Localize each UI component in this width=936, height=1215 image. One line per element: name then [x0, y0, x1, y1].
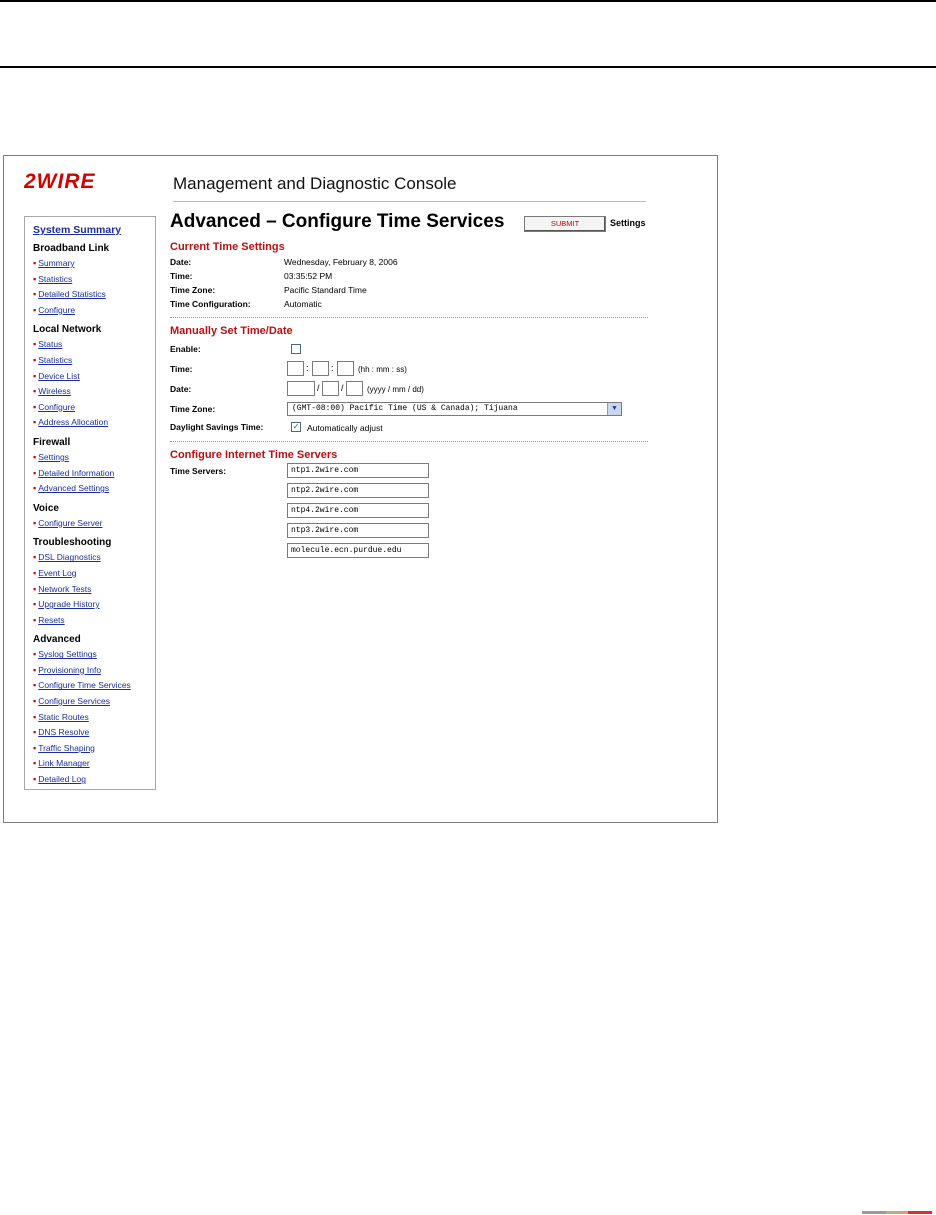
- time-separator: :: [306, 363, 309, 373]
- sidebar-group-title: Advanced: [33, 634, 81, 646]
- bullet-icon: ▪: [33, 711, 37, 722]
- section-divider: [170, 317, 648, 318]
- time-separator: :: [331, 363, 334, 373]
- bullet-icon: ▪: [33, 467, 37, 478]
- header-divider: [173, 201, 646, 202]
- date-separator: /: [317, 383, 320, 393]
- bullet-icon: ▪: [33, 742, 37, 753]
- month-input[interactable]: [322, 381, 339, 396]
- sidebar-item-label[interactable]: Status: [38, 339, 63, 350]
- submit-button[interactable]: SUBMIT: [524, 216, 606, 232]
- manual-date-label: Date:: [170, 384, 192, 394]
- sidebar-item[interactable]: [33, 303, 155, 319]
- sidebar-item[interactable]: [33, 415, 155, 431]
- current-date-value: Wednesday, February 8, 2006: [284, 257, 398, 267]
- sidebar-item-label[interactable]: Configure: [38, 304, 76, 315]
- bullet-icon: ▪: [33, 614, 37, 625]
- sidebar-group-title: Voice: [33, 502, 59, 514]
- sidebar-item[interactable]: [33, 466, 155, 482]
- enable-checkbox[interactable]: [291, 344, 301, 354]
- sidebar-item-label[interactable]: Statistics: [38, 354, 73, 365]
- bullet-icon: ▪: [33, 401, 37, 412]
- sidebar-item[interactable]: [33, 337, 155, 353]
- sidebar-item-label[interactable]: Wireless: [38, 386, 71, 397]
- sidebar-item[interactable]: [33, 597, 155, 613]
- sidebar-item-label[interactable]: Static Routes: [38, 711, 89, 722]
- current-config-value: Automatic: [284, 299, 322, 309]
- bullet-icon: ▪: [33, 567, 37, 578]
- bullet-icon: ▪: [33, 339, 37, 350]
- bullet-icon: ▪: [33, 354, 37, 365]
- sidebar-item-label[interactable]: Network Tests: [38, 583, 92, 594]
- time-server-input-3[interactable]: ntp4.2wire.com: [287, 503, 429, 518]
- sidebar-item-label[interactable]: Upgrade History: [38, 599, 100, 610]
- sidebar-item-label[interactable]: Syslog Settings: [38, 649, 97, 660]
- sidebar-item[interactable]: [33, 756, 155, 772]
- console-title: Management and Diagnostic Console: [173, 174, 457, 193]
- sidebar-item[interactable]: [33, 566, 155, 582]
- sidebar-item-label[interactable]: Link Manager: [38, 758, 90, 769]
- router-console-screenshot: [3, 155, 718, 823]
- bullet-icon: ▪: [33, 258, 37, 268]
- logo-text: 2WIRE: [24, 170, 96, 192]
- sidebar-item[interactable]: [33, 369, 155, 385]
- sidebar-item[interactable]: [33, 353, 155, 369]
- current-zone-label: Time Zone:: [170, 285, 216, 295]
- sidebar-item[interactable]: [33, 384, 155, 400]
- date-format-hint: (yyyy / mm / dd): [367, 385, 424, 394]
- bullet-icon: ▪: [33, 417, 37, 428]
- chevron-down-icon[interactable]: ▼: [607, 403, 621, 415]
- bullet-icon: ▪: [33, 758, 37, 769]
- time-servers-label: Time Servers:: [170, 466, 227, 476]
- sidebar-group-title: Firewall: [33, 436, 71, 448]
- time-format-hint: (hh : mm : ss): [358, 365, 407, 374]
- bullet-icon: ▪: [33, 517, 37, 528]
- 2wire-logo: [24, 170, 120, 197]
- sidebar-item[interactable]: [33, 481, 155, 497]
- current-date-label: Date:: [170, 257, 192, 267]
- sidebar-group-title: Local Network: [33, 324, 102, 336]
- sidebar-nav: [24, 216, 156, 790]
- sidebar-item[interactable]: [33, 516, 155, 532]
- sidebar-item-label[interactable]: Address Allocation: [38, 417, 109, 428]
- section-divider: [170, 441, 648, 442]
- time-server-input-4[interactable]: ntp3.2wire.com: [287, 523, 429, 538]
- year-input[interactable]: [287, 381, 315, 396]
- manual-time-label: Time:: [170, 364, 193, 374]
- top-rule: [0, 0, 936, 2]
- sidebar-item[interactable]: [33, 400, 155, 416]
- bullet-icon: ▪: [33, 370, 37, 381]
- sidebar-group-title: Troubleshooting: [33, 537, 112, 549]
- sidebar-item-label[interactable]: Device List: [38, 370, 80, 381]
- sidebar-item[interactable]: [33, 287, 155, 303]
- time-server-input-2[interactable]: ntp2.2wire.com: [287, 483, 429, 498]
- footer-bar-red: [908, 1211, 932, 1214]
- time-zone-select[interactable]: [287, 402, 622, 416]
- time-server-input-1[interactable]: ntp1.2wire.com: [287, 463, 429, 478]
- bullet-icon: ▪: [33, 483, 37, 494]
- 2wire-logo-icon: [24, 170, 120, 192]
- sidebar-group-title: Broadband Link: [33, 243, 110, 254]
- sidebar-item-label[interactable]: Detailed Log: [38, 774, 86, 785]
- sidebar-item[interactable]: [33, 582, 155, 598]
- current-time-label: Time:: [170, 271, 193, 281]
- sidebar-item[interactable]: [33, 613, 155, 629]
- minute-input[interactable]: [312, 361, 329, 376]
- current-time-value: 03:35:52 PM: [284, 271, 333, 281]
- settings-label: Settings: [610, 218, 646, 228]
- sidebar-item-label[interactable]: Configure Services: [38, 696, 111, 707]
- sidebar-groups: [33, 243, 155, 794]
- enable-label: Enable:: [170, 344, 201, 354]
- sidebar-item-label[interactable]: Detailed Statistics: [38, 289, 106, 300]
- sidebar-item-label[interactable]: Event Log: [38, 567, 77, 578]
- bullet-icon: ▪: [33, 649, 37, 660]
- bullet-icon: ▪: [33, 664, 37, 675]
- bullet-icon: ▪: [33, 386, 37, 397]
- sidebar-item[interactable]: [33, 256, 155, 272]
- dst-checkbox[interactable]: ✓: [292, 422, 300, 431]
- sidebar-item-label[interactable]: DSL Diagnostics: [38, 552, 101, 563]
- bullet-icon: ▪: [33, 696, 37, 707]
- sidebar-item[interactable]: [33, 663, 155, 679]
- time-server-input-5[interactable]: molecule.ecn.purdue.edu: [287, 543, 429, 558]
- sidebar-item[interactable]: [33, 725, 155, 741]
- date-separator: /: [341, 383, 344, 393]
- bullet-icon: ▪: [33, 599, 37, 610]
- sidebar-item[interactable]: [33, 450, 155, 466]
- sidebar-item-label[interactable]: Traffic Shaping: [38, 742, 95, 753]
- time-servers-title: Configure Internet Time Servers: [170, 449, 338, 461]
- sidebar-item-label[interactable]: Settings: [38, 451, 69, 462]
- page-title: Advanced – Configure Time Services: [170, 211, 505, 232]
- bullet-icon: ▪: [33, 583, 37, 594]
- sidebar-item-label[interactable]: Resets: [38, 614, 65, 625]
- sidebar-item-label[interactable]: DNS Resolve: [38, 727, 90, 738]
- bullet-icon: ▪: [33, 680, 37, 691]
- hour-input[interactable]: [287, 361, 304, 376]
- sidebar-item-label[interactable]: Advanced Settings: [38, 483, 110, 494]
- current-settings-title: Current Time Settings: [170, 241, 285, 253]
- bullet-icon: ▪: [33, 727, 37, 738]
- footer-bar-tan: [886, 1211, 908, 1214]
- bullet-icon: ▪: [33, 289, 37, 300]
- current-zone-value: Pacific Standard Time: [284, 285, 367, 295]
- sidebar-item[interactable]: [33, 550, 155, 566]
- bullet-icon: ▪: [33, 552, 37, 563]
- sidebar-item-label[interactable]: Configure Time Services: [38, 680, 131, 691]
- sidebar-item-label[interactable]: Configure: [38, 401, 76, 412]
- second-input[interactable]: [337, 361, 354, 376]
- sidebar-item[interactable]: [33, 710, 155, 726]
- header-rule: [0, 66, 936, 68]
- bullet-icon: ▪: [33, 774, 37, 785]
- bullet-icon: ▪: [33, 451, 37, 462]
- manual-zone-label: Time Zone:: [170, 404, 216, 414]
- sidebar-item-label[interactable]: Configure Server: [38, 517, 103, 528]
- dst-option-label: Automatically adjust: [307, 423, 383, 433]
- dst-label: Daylight Savings Time:: [170, 422, 264, 432]
- current-config-label: Time Configuration:: [170, 299, 251, 309]
- sidebar-item-label[interactable]: Detailed Information: [38, 467, 115, 478]
- sidebar-gap: [33, 788, 155, 794]
- sidebar-item-label[interactable]: Statistics: [38, 273, 73, 284]
- time-zone-selected: (GMT-08:00) Pacific Time (US & Canada); Tijuana: [292, 404, 518, 413]
- sidebar-item-label[interactable]: Summary: [38, 258, 75, 268]
- sidebar-item[interactable]: [33, 772, 155, 788]
- sidebar-item[interactable]: [33, 678, 155, 694]
- sidebar-item[interactable]: [33, 272, 155, 288]
- day-input[interactable]: [346, 381, 363, 396]
- sidebar-item[interactable]: [33, 741, 155, 757]
- sidebar-item[interactable]: [33, 647, 155, 663]
- sidebar-item-label[interactable]: Provisioning Info: [38, 664, 102, 675]
- sidebar-link-system-summary[interactable]: System Summary: [33, 224, 122, 236]
- bullet-icon: ▪: [33, 304, 37, 315]
- footer-bar-gray: [862, 1211, 886, 1214]
- bullet-icon: ▪: [33, 273, 37, 284]
- sidebar-item[interactable]: [33, 694, 155, 710]
- manual-set-title: Manually Set Time/Date: [170, 325, 293, 337]
